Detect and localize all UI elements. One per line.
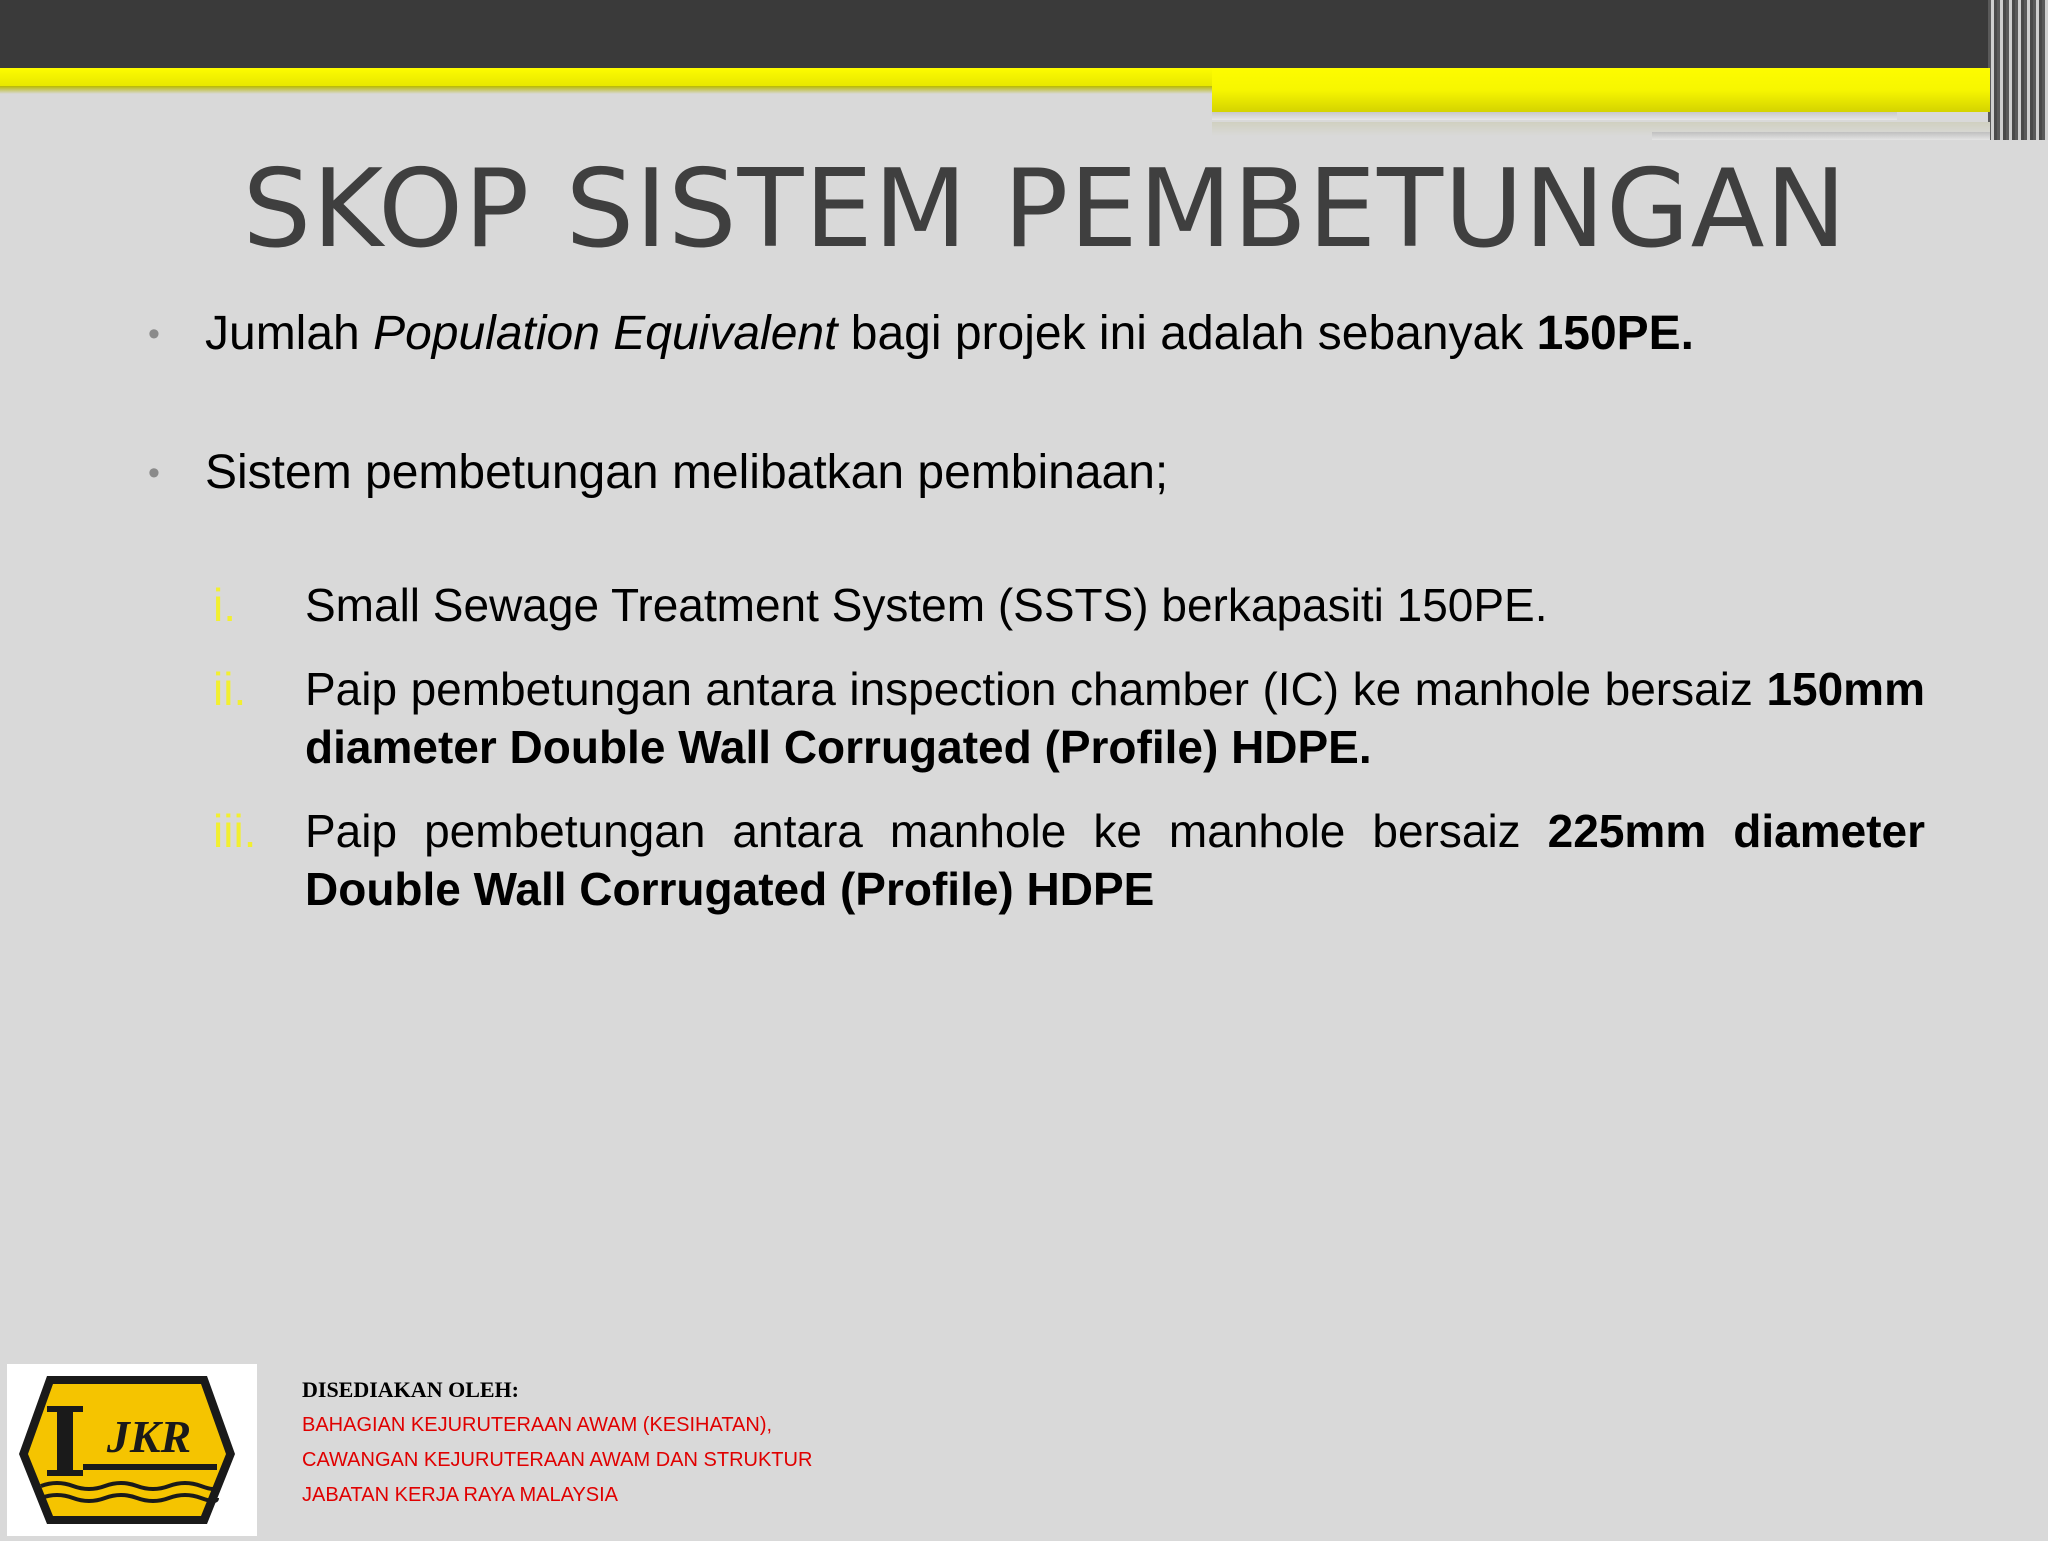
- header-stripes-decoration: [1988, 0, 2048, 140]
- credits-heading: DISEDIAKAN OLEH:: [302, 1377, 519, 1402]
- subitem-marker: ii.: [213, 663, 247, 715]
- bullet-marker: •: [148, 315, 160, 353]
- accent-stripe-left: [0, 68, 1212, 86]
- bullet-marker: •: [148, 454, 160, 492]
- subitem-marker: iii.: [213, 805, 257, 857]
- accent-line: [1652, 132, 1990, 140]
- accent-stripe-left-shadow: [0, 86, 1212, 94]
- accent-stripe-right: [1212, 68, 1990, 112]
- bullet-text: Jumlah Population Equivalent bagi projek ini adalah sebanyak 150PE.: [205, 307, 1695, 360]
- credits-line: CAWANGAN KEJURUTERAAN AWAM DAN STRUKTUR: [302, 1449, 813, 1471]
- accent-line: [1212, 112, 1897, 120]
- slide-title: SKOP SISTEM PEMBETUNGAN: [242, 147, 1848, 272]
- subitem-text: Small Sewage Treatment System (SSTS) berkapasiti 150PE.: [305, 579, 1548, 631]
- credits-line: JABATAN KERJA RAYA MALAYSIA: [302, 1484, 619, 1506]
- subitem-text: Paip pembetungan antara manhole ke manhole bersaiz 225mm diameter Double Wall Corrugated (Profile) HDPE: [305, 805, 1925, 915]
- subitem-marker: i.: [213, 579, 236, 631]
- logo-text: JKR: [106, 1411, 192, 1462]
- jkr-logo: [7, 1364, 257, 1536]
- bullet-text: Sistem pembetungan melibatkan pembinaan;: [205, 446, 1169, 499]
- header-bar: [0, 0, 2048, 68]
- credits-line: BAHAGIAN KEJURUTERAAN AWAM (KESIHATAN),: [302, 1414, 773, 1436]
- jkr-logo-icon: [7, 1364, 257, 1536]
- subitem-text: Paip pembetungan antara inspection chamber (IC) ke manhole bersaiz 150mm diameter Double Wall Corrugated (Profile) HDPE.: [305, 663, 1925, 773]
- footer-credits: [302, 1372, 812, 1513]
